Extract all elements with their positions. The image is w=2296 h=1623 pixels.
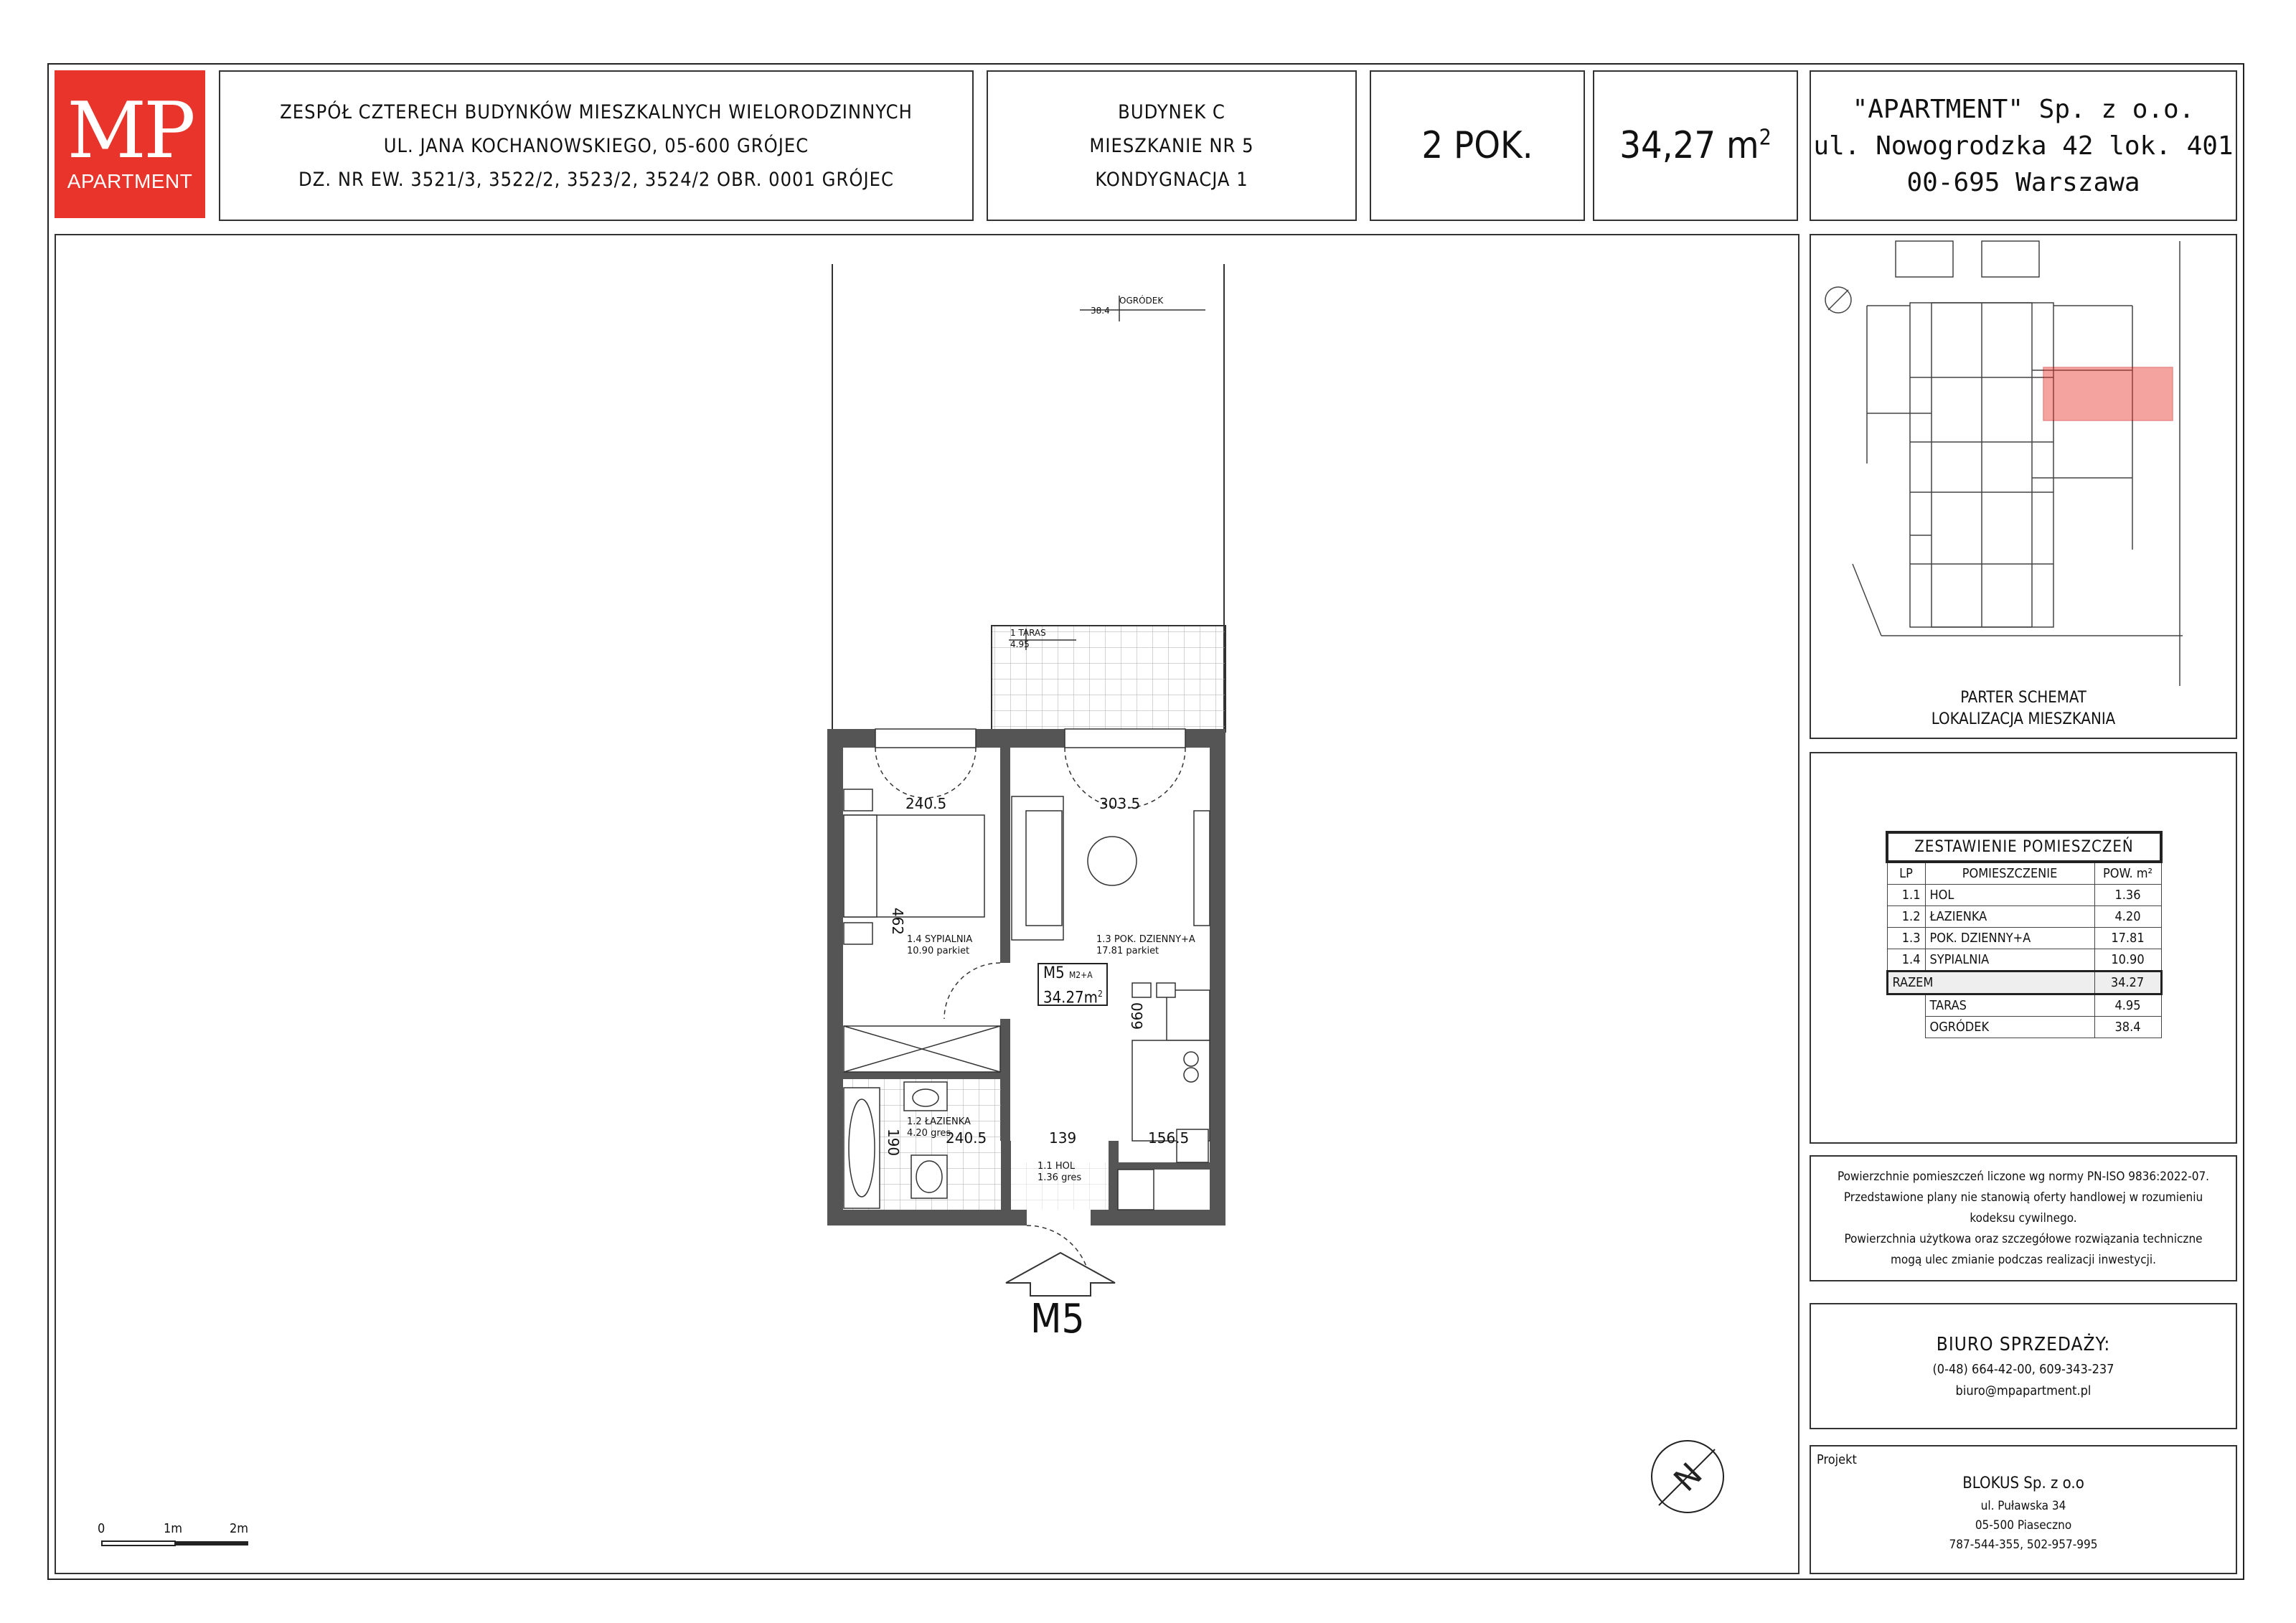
hall-label: 1.1 HOL 1.36 gres — [1038, 1161, 1082, 1183]
table-row: 1.2 ŁAZIENKA 4.20 — [1887, 906, 2161, 928]
table-extra-row: TARAS 4.95 — [1887, 994, 2161, 1017]
svg-text:N: N — [1667, 1456, 1710, 1499]
company-name: "APARTMENT" Sp. z o.o. — [1852, 94, 2195, 124]
col-area: POW. m² — [2094, 862, 2161, 885]
designer-label: Projekt — [1817, 1452, 1857, 1467]
sales-office-box — [1810, 1303, 2237, 1429]
apartment-area: 34,27 $m^2$ — [1619, 124, 1772, 167]
scale-label-2: 2m — [230, 1521, 249, 1536]
logo-letters: MP — [67, 86, 193, 176]
entrance-label: M5 — [1030, 1296, 1085, 1342]
bedroom-label: 1.4 SYPIALNIA 10.90 parkiet — [907, 934, 973, 956]
col-room: POMIESZCZENIE — [1925, 862, 2094, 885]
designer-box — [1810, 1445, 2237, 1574]
building-line-2: MIESZKANIE NR 5 — [1089, 134, 1254, 157]
ground-floor-schema — [1810, 234, 2237, 739]
table-row: 1.3 POK. DZIENNY+A 17.81 — [1887, 928, 2161, 949]
table-extra-row: OGRÓDEK 38.4 — [1887, 1017, 2161, 1038]
designer-street: ul. Puławska 34 — [1980, 1499, 2066, 1513]
designer-name: BLOKUS Sp. z o.o — [1962, 1474, 2084, 1492]
north-arrow — [1652, 1441, 1723, 1513]
dimension-2: 303.5 — [1099, 795, 1141, 812]
sales-email: biuro@mpapartment.pl — [1955, 1383, 2092, 1398]
sales-phones: (0-48) 664-42-00, 609-343-237 — [1932, 1362, 2114, 1377]
garden-label-text: OGRÓDEK 38.4 — [1091, 296, 1164, 316]
dimension-6: 240.5 — [946, 1129, 987, 1147]
dimension-3: 462 — [889, 907, 907, 936]
company-street: ul. Nowogrodzka 42 lok. 401 — [1813, 131, 2234, 161]
dimension-4: 660 — [1129, 1002, 1147, 1030]
disclaimer-note: Powierzchnie pomieszczeń liczone wg normy PN-ISO 9836:2022-07. Przedstawione plany nie stanowią oferty handlowej w rozumieniu kodeksu cywilnego. Powierzchnia użytkowa oraz szczegółowe rozwiązania techniczne mogą ulec zmianie podczas realizacji inwestycji. — [1810, 1155, 2237, 1281]
apartment-location-highlight — [2043, 367, 2173, 420]
entrance-arrow — [1006, 1253, 1115, 1296]
terrace-label-text: 1 TARAS 4.95 — [1010, 628, 1046, 649]
building-line-3: KONDYGNACJA 1 — [1095, 168, 1248, 191]
col-lp: LP — [1887, 862, 1925, 885]
building-line-1: BUDYNEK C — [1118, 100, 1225, 123]
rooms-table-title: ZESTAWIENIE POMIESZCZEŃ — [1887, 832, 2161, 862]
sales-title: BIURO SPRZEDAŻY: — [1936, 1334, 2111, 1355]
schema-caption: PARTER SCHEMAT LOKALIZACJA MIESZKANIA — [1931, 689, 2116, 728]
rooms-table — [1886, 831, 2163, 1038]
company-city: 00-695 Warszawa — [1906, 167, 2140, 197]
scale-label-1: 1m — [164, 1521, 183, 1536]
dimension-7: 139 — [1049, 1129, 1077, 1147]
designer-city: 05-500 Piaseczno — [1975, 1518, 2072, 1533]
dimension-5: 190 — [885, 1128, 903, 1157]
scale-label-0: 0 — [98, 1521, 105, 1536]
project-line-1: ZESPÓŁ CZTERECH BUDYNKÓW MIESZKALNYCH WIELORODZINNYCH — [280, 100, 913, 123]
designer-phones: 787-544-355, 502-957-995 — [1949, 1538, 2098, 1552]
logo-word: APARTMENT — [67, 170, 193, 192]
dimension-1: 240.5 — [905, 795, 947, 812]
rooms-count: 2 POK. — [1421, 124, 1533, 167]
project-line-2: UL. JANA KOCHANOWSKIEGO, 05-600 GRÓJEC — [383, 134, 809, 157]
table-total-row: RAZEM 34.27 — [1887, 972, 2161, 994]
table-row: 1.4 SYPIALNIA 10.90 — [1887, 949, 2161, 972]
living-label: 1.3 POK. DZIENNY+A 17.81 parkiet — [1096, 934, 1195, 956]
project-line-3: DZ. NR EW. 3521/3, 3522/2, 3523/2, 3524/2 OBR. 0001 GRÓJEC — [298, 168, 894, 191]
apartment-tag: M5 M2+A $34.27m^2$ — [1038, 963, 1108, 1006]
table-row: 1.1 HOL 1.36 — [1887, 885, 2161, 906]
bathroom-label: 1.2 ŁAZIENKA 4.20 gres — [907, 1116, 971, 1139]
scale-bar — [102, 1541, 248, 1546]
dimension-8: 156.5 — [1148, 1129, 1190, 1147]
